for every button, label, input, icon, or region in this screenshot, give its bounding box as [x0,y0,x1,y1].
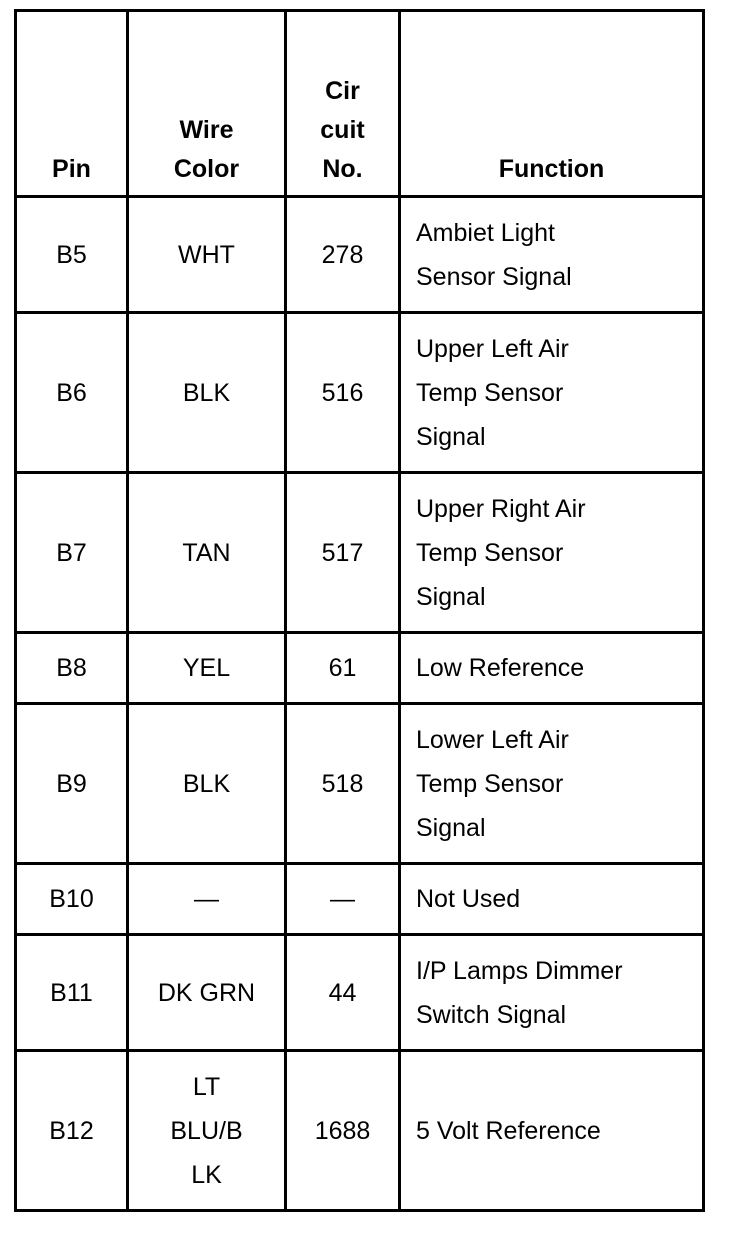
table-row [16,197,704,313]
circuit-cell: 1688 [286,1051,400,1211]
function-cell: I/P Lamps Dimmer Switch Signal [400,935,704,1051]
pin-cell: B11 [16,935,128,1051]
pin-header: Pin [16,11,128,197]
function-header: Function [400,11,704,197]
circuit-cell: — [286,864,400,935]
wire-color-cell: TAN [128,473,286,633]
wire-color-cell: WHT [128,197,286,313]
function-cell: 5 Volt Reference [400,1051,704,1211]
pin-cell: B9 [16,704,128,864]
table-row [16,313,704,473]
function-cell: Low Reference [400,633,704,704]
pin-cell: B10 [16,864,128,935]
circuit-cell: 44 [286,935,400,1051]
function-cell: Not Used [400,864,704,935]
connector-pinout-table [14,9,705,1212]
table-row [16,704,704,864]
pin-cell: B8 [16,633,128,704]
circuit-cell: 278 [286,197,400,313]
function-cell: Lower Left Air Temp Sensor Signal [400,704,704,864]
table-row [16,1051,704,1211]
circuit-number-header: Cir cuit No. [286,11,400,197]
function-cell: Ambiet Light Sensor Signal [400,197,704,313]
circuit-cell: 518 [286,704,400,864]
table-row [16,864,704,935]
pin-cell: B5 [16,197,128,313]
table-row [16,935,704,1051]
wire-color-cell: DK GRN [128,935,286,1051]
wire-color-cell: YEL [128,633,286,704]
table-row [16,473,704,633]
pin-cell: B6 [16,313,128,473]
function-cell: Upper Left Air Temp Sensor Signal [400,313,704,473]
wire-color-cell: LT BLU/B LK [128,1051,286,1211]
circuit-cell: 61 [286,633,400,704]
wire-color-cell: BLK [128,313,286,473]
circuit-cell: 516 [286,313,400,473]
circuit-cell: 517 [286,473,400,633]
wire-color-cell: — [128,864,286,935]
header-row [16,11,704,197]
table-body [16,197,704,1211]
wire-color-cell: BLK [128,704,286,864]
function-cell: Upper Right Air Temp Sensor Signal [400,473,704,633]
wire-color-header: Wire Color [128,11,286,197]
table-row [16,633,704,704]
pin-cell: B12 [16,1051,128,1211]
pin-cell: B7 [16,473,128,633]
